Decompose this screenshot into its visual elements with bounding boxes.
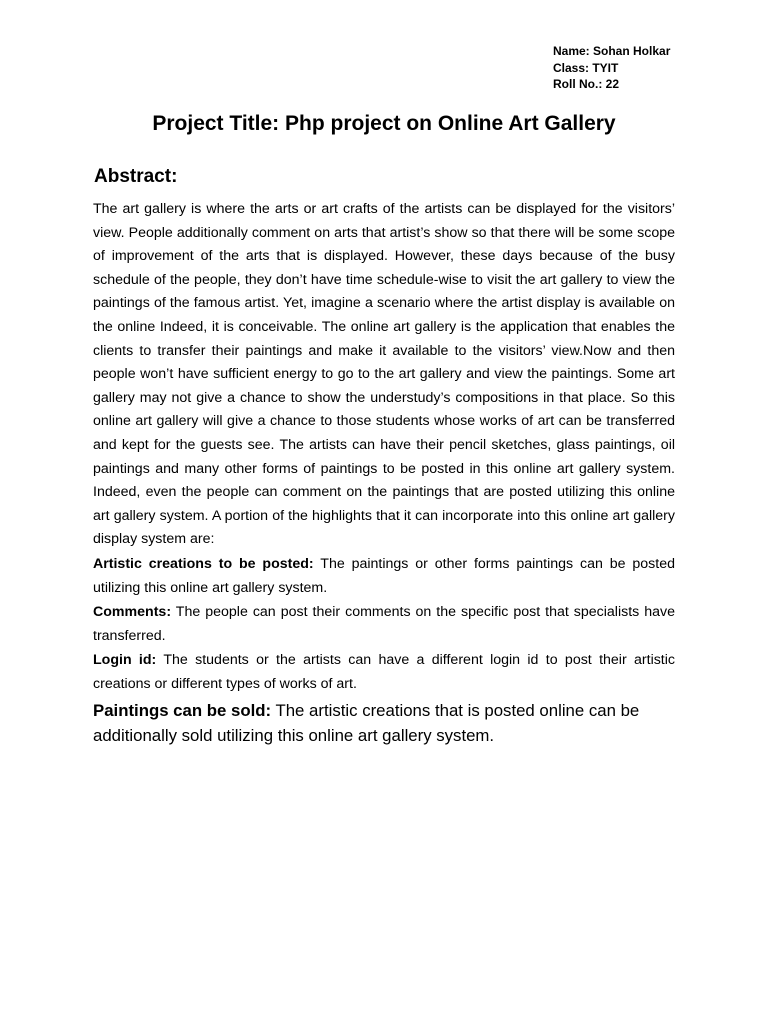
feature-text: The artistic creations that is posted online can be additionally sold utilizing this online art gallery system. xyxy=(93,701,640,746)
abstract-body xyxy=(93,198,675,748)
feature-text: The paintings or other forms paintings can be posted utilizing this online art gallery system. xyxy=(93,555,675,596)
student-name: Name: Sohan Holkar xyxy=(553,44,671,58)
student-class: Class: TYIT xyxy=(553,60,619,75)
feature-text: The students or the artists can have a different login id to post their artistic creations or different types of works of art. xyxy=(93,652,675,692)
feature-label: Artistic creations to be posted: xyxy=(93,555,314,572)
feature-item-artistic-creations xyxy=(93,553,675,600)
feature-label: Login id: xyxy=(93,652,157,669)
abstract-heading: Abstract: xyxy=(94,166,178,187)
feature-item-login-id xyxy=(93,649,675,696)
student-roll-number: Roll No.: 22 xyxy=(553,77,620,91)
feature-label: Paintings can be sold: xyxy=(93,701,272,721)
feature-text: The people can post their comments on the specific post that specialists have transferred. xyxy=(93,604,675,644)
feature-item-comments xyxy=(93,601,675,648)
abstract-paragraph: The art gallery is where the arts or art crafts of the artists can be displayed for the visitors’ view. People additionally comment on arts that artist’s show so that there will be some scope of improvement of the arts that is displayed. However, these days because of the busy schedule of the people, they don’t have time schedule-wise to visit the art gallery to view the paintings of the famous artist. Yet, imagine a scenario where the artist display is available on the online Indeed, it is conceivable. The online art gallery is the application that enables the clients to transfer their paintings and make it available to the visitors’ view.Now and then people won’t have sufficient energy to go to the art gallery and view the paintings. Some art gallery may not give a chance to show the understudy’s compositions in that place. So this online art gallery will give a chance to those students whose works of art can be transferred and kept for the guests see. The artists can have their pencil sketches, glass paintings, oil paintings and many other forms of paintings to be posted in this online art gallery system. Indeed, even the people can comment on the paintings that are posted utilizing this online art gallery system. A portion of the highlights that it can incorporate into this online art gallery display system are: xyxy=(93,201,675,548)
student-info xyxy=(553,43,670,93)
feature-label: Comments: xyxy=(93,604,172,621)
project-title: Project Title: Php project on Online Art Gallery xyxy=(152,112,616,135)
feature-item-paintings-sold xyxy=(93,698,675,748)
